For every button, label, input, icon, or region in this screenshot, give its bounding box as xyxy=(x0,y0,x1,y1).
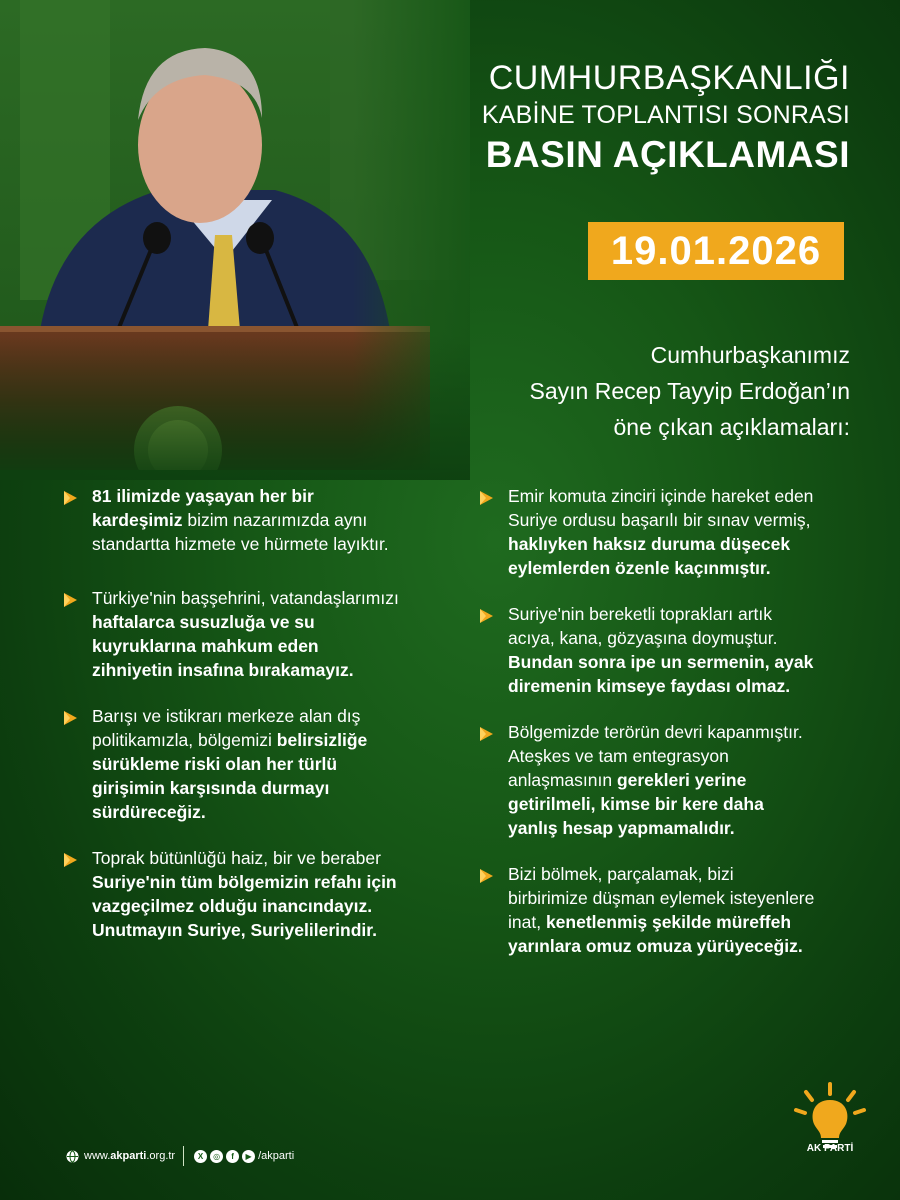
statement-text: Emir komuta zinciri içinde hareket eden Suriye ordusu başarılı bir sınav vermiş, xyxy=(508,486,814,530)
statement-item xyxy=(478,602,818,698)
statement-item xyxy=(478,862,818,958)
website-link[interactable] xyxy=(84,1150,175,1162)
right-column xyxy=(478,484,818,980)
facebook-icon[interactable]: f xyxy=(226,1150,239,1163)
bullet-arrow-icon xyxy=(62,850,78,866)
statement-emphasis: haklıyken haksız duruma düşecek eylemlerden özenle kaçınmıştır. xyxy=(508,534,791,578)
statement-item xyxy=(62,846,402,942)
subtitle-line3: öne çıkan açıklamaları: xyxy=(613,414,850,440)
bullet-arrow-icon xyxy=(62,488,78,504)
social-handle: /akparti xyxy=(258,1150,295,1162)
bullet-arrow-icon xyxy=(478,488,494,504)
website-suffix: .org.tr xyxy=(146,1150,176,1162)
bullet-arrow-icon xyxy=(478,724,494,740)
statement-item xyxy=(478,720,818,840)
statement-text: Türkiye'nin başşehrini, vatandaşlarımızı xyxy=(92,588,399,608)
statement-text: Toprak bütünlüğü haiz, bir ve beraber xyxy=(92,848,381,868)
bulb-logo-icon xyxy=(790,1080,870,1170)
bullet-arrow-icon xyxy=(62,708,78,724)
statement-item xyxy=(478,484,818,580)
logo-text: AK PARTİ xyxy=(806,1143,854,1154)
subtitle xyxy=(530,337,851,445)
header-title-line2: KABİNE TOPLANTISI SONRASI xyxy=(481,101,850,129)
statement-text: Bizi bölmek, parçalamak, bizi birbirimize düşman eylemek isteyenlere inat, xyxy=(508,864,815,932)
statement-item xyxy=(62,704,402,824)
footer xyxy=(66,1146,294,1166)
statement-emphasis: Bundan sonra ipe un sermenin, ayak diremenin kimseye faydası olmaz. xyxy=(508,652,814,696)
youtube-icon[interactable]: ▶ xyxy=(242,1150,255,1163)
statement-emphasis: belirsizliğe sürükleme riski olan her türlü girişimin karşısında durmayı sürdüreceğiz. xyxy=(92,730,368,822)
globe-icon xyxy=(66,1150,79,1163)
subtitle-line2: Sayın Recep Tayyip Erdoğan’ın xyxy=(529,378,850,404)
statement-text: bizim nazarımızda aynı standartta hizmete ve hürmete layıktır. xyxy=(92,510,389,554)
header-title-line3: BASIN AÇIKLAMASI xyxy=(485,134,850,175)
footer-divider xyxy=(183,1146,184,1166)
statement-text: Suriye'nin bereketli toprakları artık acıya, kana, gözyaşına doymuştur. xyxy=(508,604,778,648)
left-column xyxy=(62,484,402,964)
date-badge: 19.01.2026 xyxy=(588,222,844,280)
website-name: akparti xyxy=(110,1150,147,1162)
header-title-line1: CUMHURBAŞKANLIĞI xyxy=(488,59,850,97)
bullet-arrow-icon xyxy=(478,606,494,622)
website-prefix: www. xyxy=(84,1150,111,1162)
speaker-photo xyxy=(0,0,470,470)
bullet-arrow-icon xyxy=(478,866,494,882)
statement-emphasis: haftalarca susuzluğa ve su kuyruklarına mahkum eden zihniyetin insafına bırakamayız. xyxy=(92,612,354,680)
statement-emphasis: kenetlenmiş şekilde müreffeh yarınlara omuz omuza yürüyeceğiz. xyxy=(508,912,803,956)
statement-emphasis: Suriye'nin tüm bölgemizin refahı için vazgeçilmez olduğu inancındayız. Unutmayın Suriye, Suriyelilerindir. xyxy=(92,872,397,940)
header xyxy=(482,58,850,178)
subtitle-line1: Cumhurbaşkanımız xyxy=(650,342,850,368)
statement-text: Barışı ve istikrarı merkeze alan dış politikamızla, bölgemizi xyxy=(92,706,361,750)
statement-emphasis: gerekleri yerine getirilmeli, kimse bir kere daha yanlış hesap yapmamalıdır. xyxy=(508,770,764,838)
statement-item xyxy=(62,586,402,682)
statement-text: Bölgemizde terörün devri kapanmıştır. Ateşkes ve tam entegrasyon anlaşmasının xyxy=(508,722,803,790)
statement-item xyxy=(62,484,402,556)
statement-emphasis: 81 ilimizde yaşayan her bir kardeşimiz xyxy=(92,486,314,530)
x-icon[interactable]: X xyxy=(194,1150,207,1163)
instagram-icon[interactable]: ◎ xyxy=(210,1150,223,1163)
bullet-arrow-icon xyxy=(62,590,78,606)
